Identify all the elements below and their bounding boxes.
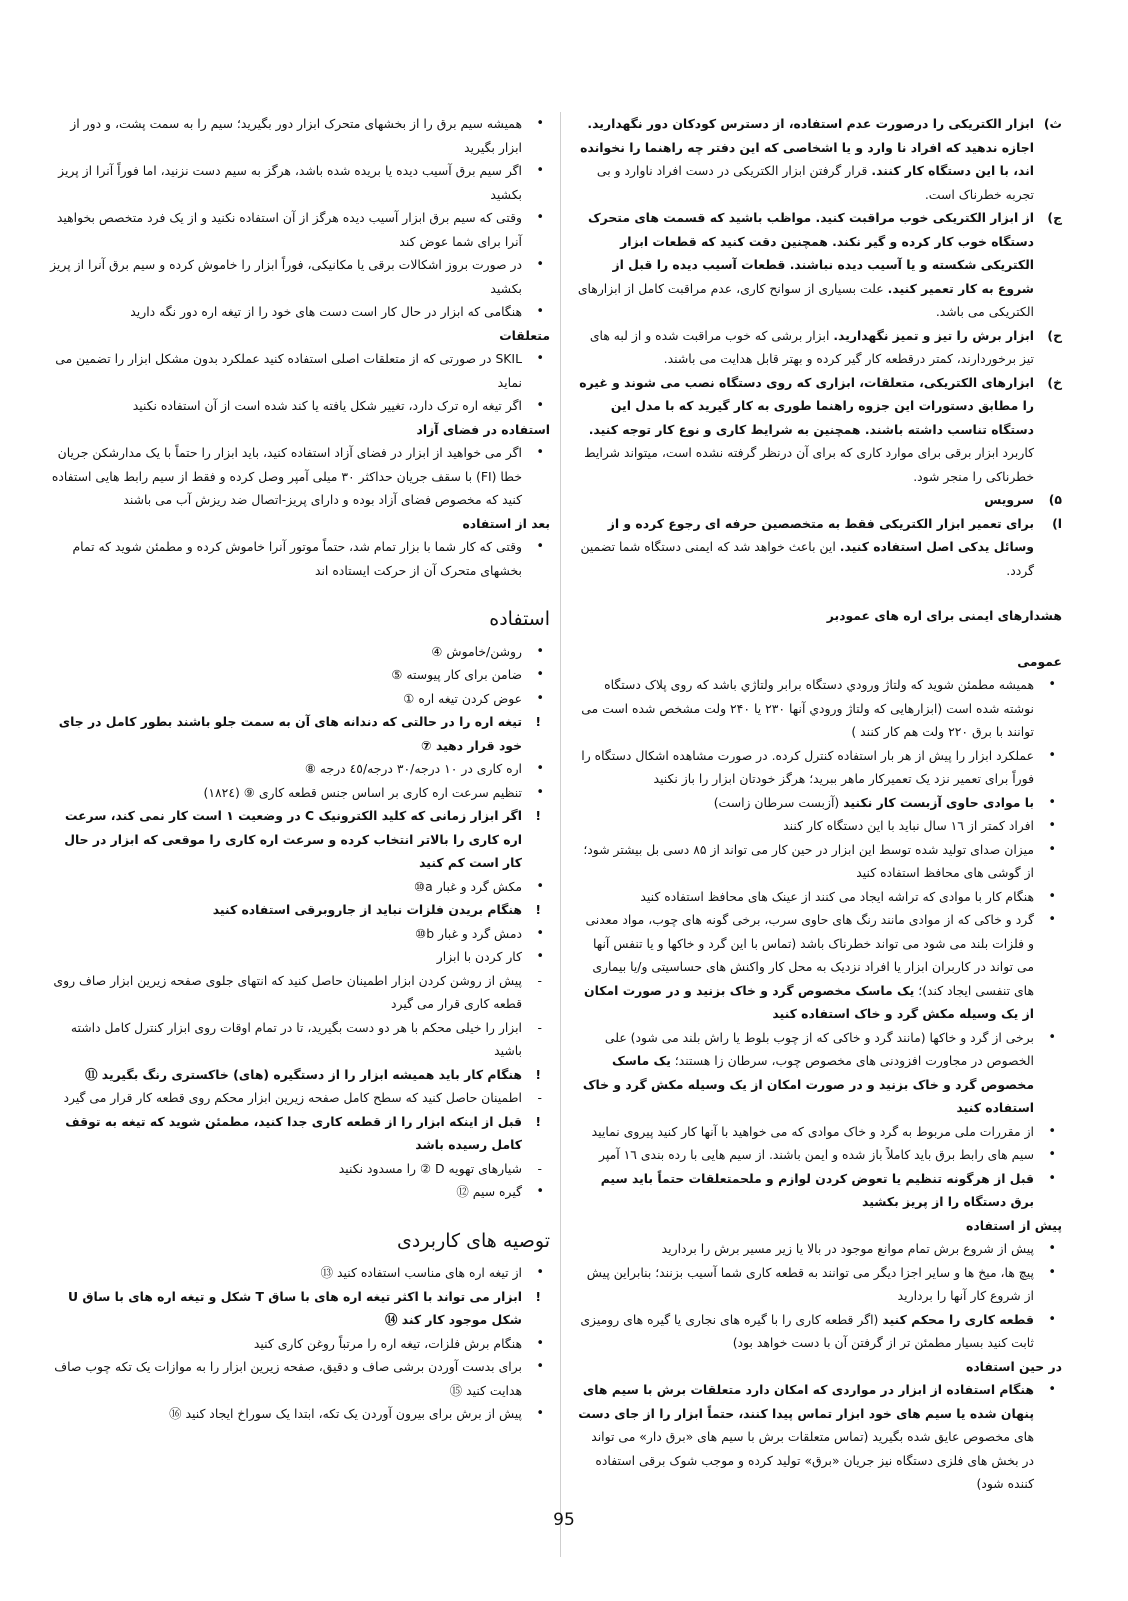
- bullet-item: [45, 757, 550, 781]
- bullet-item: [45, 300, 550, 324]
- bullet-item: [45, 206, 550, 253]
- bullet-item: [45, 112, 550, 159]
- text-run: هنگام استفاده از ابزار در مواردی که امکان دارد متعلقات برش با سیم های پنهان شده یا سیم های خود ابزار تماس پیدا کنند، حتماً ابزار را از جای دست: [578, 1382, 1034, 1421]
- subsection-heading: هشدارهای ایمنی برای اره های عمودبر: [826, 608, 1062, 623]
- dash-item: [45, 1086, 550, 1110]
- text-run: ابزار را خیلی محکم با هر دو دست بگیرید، تا در تمام اوقات روی ابزار کنترل کامل داشته باشید: [70, 1019, 522, 1058]
- text-run: پیش از برش برای بیرون آوردن یک تکه، ابتدا یک سوراخ ایجاد کنید ⑯: [169, 1406, 522, 1421]
- text-run: تنظیم سرعت اره کاری بر اساس جنس قطعه کاری ⑨ (١٨٢٤): [203, 784, 522, 800]
- text-run: برای تعمیر ابزار الکتریکی فقط به متخصصین حرفه ای رجوع کرده و از وسائل یدکی اصل استفاده کنید.: [607, 515, 1034, 554]
- labeled-paragraph: [576, 206, 1062, 324]
- text-run: گیره سیم ⑫: [456, 1184, 522, 1199]
- text-run: ابزارهای الکتریکی، متعلقات، ابزاری که روی دستگاه نصب می شوند و غیره را مطابق دستورات این جزوه راهنما طوری به کار گیرید که با مدل این دستگاه تناسب داشته باشند. همچنین به شرایط کاری و نوع کار توجه کنید.: [579, 374, 1034, 437]
- text-run: (آزبست سرطان زاست): [713, 794, 844, 810]
- spacer: [576, 582, 1062, 604]
- text-run: اگر می خواهید از ابزار در فضای آزاد استفاده کنید، باید ابزار را حتماً با یک مدارشکن جریان خطا (FI) با سقف جریان حداکثر ۳۰ میلی آمپر وصل کرده و فقط از سیم رابط هایی استفاده کنید که مخصوص فضای آزاد بوده و دارای پریز-اتصال ضد ریزش آب می باشند: [51, 445, 522, 507]
- text-run: تیغه اره را در حالتی که دندانه های آن به سمت جلو باشند بطور کامل در جای خود قرار دهید ⑦: [58, 714, 522, 753]
- bullet-item: [45, 1180, 550, 1204]
- text-run: از تیغه اره های مناسب استفاده کنید ⑬: [320, 1265, 522, 1280]
- text-run: از مقررات ملی مربوط به گرد و خاک موادی که می خواهید با آنها کار کنید پیروی نمایید: [591, 1123, 1034, 1139]
- bullet-item: [45, 1332, 550, 1356]
- labeled-paragraph: [576, 324, 1062, 371]
- subsection-heading: پیش از استفاده: [966, 1217, 1062, 1233]
- bullet-item: [576, 1308, 1062, 1355]
- bullet-item: [45, 1402, 550, 1426]
- text-run: شیارهای تهویه D ② را مسدود نکنید: [338, 1160, 522, 1176]
- subsection-heading: بعد از استفاده: [462, 515, 550, 531]
- bullet-item: [45, 253, 550, 300]
- paragraph-label: خ): [1047, 374, 1062, 390]
- text-run: عوض کردن تیغه اره ①: [403, 690, 522, 706]
- subsection-heading: متعلقات: [499, 327, 550, 343]
- bullet-item: [576, 1378, 1062, 1496]
- bullet-item: [45, 640, 550, 664]
- text-run: ابزار می تواند با اکثر تیغه اره های با ساق T شکل و تیغه اره های با ساق U شکل موجود کار کند ⑭: [68, 1288, 522, 1327]
- bullet-item: [45, 159, 550, 206]
- section-heading: توصیه های کاربردی: [396, 1229, 550, 1252]
- text-run: قرار گرفتن ابزار الکتریکی در دست افراد ناوارد و بی تجربه خطرناک است.: [596, 163, 1034, 202]
- column-divider: [560, 112, 561, 1557]
- text-run: این باعث خواهد شد که ایمنی دستگاه شما تضمین گردد.: [580, 539, 1034, 578]
- text-run: اگر تیغه اره ترک دارد، تغییر شکل یافته یا کند شده است از آن استفاده نکنید: [132, 398, 522, 413]
- labeled-paragraph: [576, 112, 1062, 206]
- text-run: پیش از شروع برش تمام موانع موجود در بالا یا زیر مسیر برش را بردارید: [661, 1241, 1034, 1256]
- text-run: های مخصوص عایق شده بگیرید (تماس متعلقات برش با سیم های «برق دار» می تواند در بخش های فلزی دستگاه نیز جریان «برق» تولید کرده و موجب شوک برقی استفاده کننده شود): [591, 1429, 1034, 1491]
- text-run: با موادی حاوی آزبست کار نکنید: [843, 794, 1034, 810]
- subsection-heading: استفاده در فضای آزاد: [416, 421, 550, 437]
- text-run: مکش گرد و غبار a⑩: [414, 878, 522, 894]
- text-run: وقتی که کار شما با بزار تمام شد، حتماً موتور آنرا خاموش کرده و مطمئن شوید که تمام بخشهای متحرک آن از حرکت ایستاده اند: [72, 539, 522, 578]
- text-run: روشن/خاموش ④: [431, 643, 522, 659]
- dash-item: [45, 1157, 550, 1181]
- text-run: قبل از اینکه ابزار را از قطعه کاری جدا کنید، مطمئن شوید که تیغه به توقف کامل رسیده باشد: [65, 1113, 522, 1152]
- bullet-item: [45, 663, 550, 687]
- bullet-item: [45, 441, 550, 512]
- bullet-item: [576, 744, 1062, 791]
- warning-item: [45, 898, 550, 922]
- warning-item: [45, 1285, 550, 1332]
- bullet-item: [576, 814, 1062, 838]
- text-run: قبل از هرگونه تنظیم یا تعوض کردن لوازم و ملحمتعلقات حتماً باید سیم برق دستگاه را از پریز بکشید: [600, 1170, 1034, 1209]
- paragraph-label: ج): [1047, 210, 1062, 225]
- warning-item: [45, 804, 550, 875]
- left-column: [45, 112, 550, 1426]
- text-run: هنگامی که ابزار در حال کار است دست های خود را از تیغه اره دور نگه دارید: [130, 304, 522, 319]
- text-run: اطمینان حاصل کنید که سطح کامل صفحه زیرین ابزار محکم روی قطعه کار قرار می گیرد: [63, 1090, 522, 1105]
- bullet-item: [576, 791, 1062, 815]
- bullet-item: [45, 1261, 550, 1285]
- bullet-item: [576, 673, 1062, 744]
- warning-item: [45, 710, 550, 757]
- text-run: اگر ابزار زمانی که کلید الکترونیک C در وضعیت ١ است کار نمی کند، سرعت اره کاری را بالاتر انتخاب کرده و سرعت اره کاری را موقعی که ابزار در حال کار است کم کنید: [64, 808, 522, 870]
- labeled-paragraph: [576, 488, 1062, 512]
- bullet-item: [576, 838, 1062, 885]
- bullet-item: [576, 1167, 1062, 1214]
- labeled-paragraph: [576, 512, 1062, 583]
- text-run: یک ماسک مخصوص گرد و خاک بزنید و در صورت امکان از یک وسیله مکش گرد و خاک استفاده کنید: [584, 982, 1034, 1021]
- section-heading: استفاده: [489, 608, 550, 630]
- bullet-item: [45, 922, 550, 946]
- text-run: پیچ ها، میخ ها و سایر اجزا دیگر می توانند به قطعه کاری شما آسیب بزنند؛ بنابراین پیش از شروع کار آنها را بردارید: [586, 1264, 1034, 1303]
- spacer: [576, 628, 1062, 650]
- text-run: برای بدست آوردن برشی صاف و دقیق، صفحه زیرین ابزار را به موازات یک تکه چوب صاف هدایت کنید ⑮: [54, 1359, 522, 1398]
- text-run: در صورت بروز اشکالات برقی یا مکانیکی، فوراً ابزار را خاموش کرده و سیم برق آنرا از پریز بکشید: [50, 257, 522, 296]
- text-run: وقتی که سیم برق ابزار آسیب دیده هرگز از آن استفاده نکنید و از یک فرد متخصص بخواهید آنرا برای شما عوض کند: [56, 210, 522, 249]
- right-column: [576, 112, 1062, 1496]
- text-run: ابزار برش را تیز و تمیز نگهدارید.: [833, 327, 1034, 343]
- bullet-item: [45, 875, 550, 899]
- bullet-item: [45, 1355, 550, 1402]
- warning-item: [45, 1110, 550, 1157]
- text-run: ابزار برشی که خوب مراقبت شده و از لبه های تیز برخوردارند، کمتر درقطعه کار گیر کرده و بهتر قابل هدایت می باشند.: [589, 327, 1034, 366]
- text-run: کاربرد ابزار برقی برای موارد کاری که برای آن درنظر گرفته نشده است، میتواند شرایط خطرناکی را منجر شود.: [584, 445, 1034, 484]
- bullet-item: [576, 1143, 1062, 1167]
- text-run: یک ماسک مخصوص گرد و خاک بزنید و در صورت امکان از یک وسیله مکش گرد و خاک استفاده کنید: [582, 1053, 1034, 1115]
- subsection-heading: در حین استفاده: [966, 1358, 1062, 1374]
- bullet-item: [576, 885, 1062, 909]
- text-run: ابزار الکتریکی را درصورت عدم استفاده، از دسترس کودکان دور نگهدارید. اجازه ندهید که افراد نا وارد و یا اشخاصی که این دفتر چه راهنما را نخوانده اند، با این دستگاه کار کنند.: [580, 116, 1034, 178]
- text-run: ضامن برای کار پیوسته ⑤: [391, 667, 522, 682]
- bullet-item: [45, 347, 550, 394]
- paragraph-label: ح): [1047, 327, 1062, 343]
- paragraph-label: ا): [1052, 515, 1062, 531]
- subsection-heading: عمومی: [1017, 653, 1062, 669]
- text-run: هنگام کار با موادی که تراشه ایجاد می کنند از عینک های محافظ استفاده کنید: [640, 888, 1034, 904]
- bullet-item: [576, 1261, 1062, 1308]
- bullet-item: [45, 394, 550, 418]
- page-number: 95: [553, 1510, 575, 1530]
- text-run: همیشه سیم برق را از بخشهای متحرک ابزار دور بگیرید؛ سیم را به سمت پشت، و دور از ابزار بگیرید: [70, 116, 522, 155]
- text-run: هنگام کار باید همیشه ابزار را از دستگیره (های) خاکستری رنگ بگیرید ⑪: [85, 1066, 522, 1082]
- text-run: هنگام بریدن فلزات نباید از جاروبرقی استفاده کنید: [212, 902, 522, 917]
- text-run: SKIL در صورتی که از متعلقات اصلی استفاده کنید عملکرد بدون مشکل ابزار را تضمین می نماید: [55, 351, 522, 390]
- text-run: پیش از روشن کردن ابزار اطمینان حاصل کنید که انتهای جلوی صفحه زیرین ابزار صاف روی قطعه کاری قرار می گیرد: [53, 972, 522, 1011]
- warning-item: [45, 1063, 550, 1087]
- text-run: (اگر قطعه کاری را با گیره های نجاری یا گیره های رومیزی ثابت کنید بسیار مطمئن تر از گرفتن آن با دست خواهد بود): [580, 1311, 1034, 1350]
- text-run: هنگام برش فلزات، تیغه اره را مرتباً روغن کاری کنید: [253, 1335, 522, 1351]
- text-run: همیشه مطمئن شوید که ولتاژ ورودي دستگاه برابر ولتاژي باشد که روی پلاک دستگاه نوشته شده است (ابزارهایی که ولتاژ ورودي آنها ۲۳۰ یا ۲۴۰ ولت مشخص شده است می توانند با برق ۲۲۰ ولت هم کار کنند ): [581, 677, 1034, 739]
- bullet-item: [45, 535, 550, 582]
- bullet-item: [576, 1120, 1062, 1144]
- text-run: سرویس: [984, 492, 1034, 507]
- text-run: سیم های رابط برق باید کاملاً باز شده و ایمن باشند. از سیم هایی با رده بندی ١٦ آمپر: [599, 1147, 1034, 1162]
- bullet-item: [576, 1237, 1062, 1261]
- bullet-item: [45, 687, 550, 711]
- dash-item: [45, 969, 550, 1016]
- paragraph-label: ۵): [1048, 492, 1062, 507]
- text-run: میزان صدای تولید شده توسط این ابزار در حین کار می تواند از ۸۵ دسی بل بیشتر شود؛ از گوشی های محافظ استفاده کنید: [583, 841, 1034, 880]
- bullet-item: [45, 945, 550, 969]
- bullet-item: [576, 908, 1062, 1026]
- text-run: برخی از گرد و خاکها (مانند گرد و خاکی که از چوب بلوط یا راش بلند می شود) علی الخصوص در مجاورت افزودنی های مخصوص چوب، سرطان زا هستند؛: [604, 1029, 1034, 1068]
- text-run: عملکرد ابزار را پیش از هر بار استفاده کنترل کرده. در صورت مشاهده اشکال دستگاه را فوراً برای تعمیر نزد یک تعمیرکار ماهر ببرید؛ هرگز خودتان ابزار را باز نکنید: [581, 747, 1034, 786]
- labeled-paragraph: [576, 371, 1062, 489]
- text-run: کار کردن با ابزار: [436, 949, 522, 964]
- text-run: گرد و خاکی که از موادی مانند رنگ های حاوی سرب، برخی گونه های چوب، مواد معدنی و فلزات بلند می شود می تواند خطرناک باشد (تماس با این گرد و خاکها و یا تنفس آنها می تواند در کاربران ابزار یا افراد نزدیک به محل کار واکنش های حساسیتی و/یا بیماری های تنفسی ایجاد کند)؛: [585, 912, 1034, 998]
- text-run: دمش گرد و غبار b⑩: [415, 925, 522, 941]
- paragraph-label: ث): [1043, 116, 1062, 131]
- text-run: از ابزار الکتریکی خوب مراقبت کنید. مواظب باشید که قسمت های متحرک دستگاه خوب کار کرده و گیر نکند. همچنین دقت کنید که قطعات ابزار الکتریکی شکسته و یا آسیب دیده نباشند. قطعات آسیب دیده را قبل از شروع به کار تعمیر کنید.: [587, 210, 1034, 296]
- text-run: اره کاری در ١٠ درجه/٣٠ درجه/٤٥ درجه ⑧: [304, 761, 522, 776]
- text-run: افراد کمتر از ١٦ سال نباید با این دستگاه کار کنند: [783, 818, 1034, 833]
- dash-item: [45, 1016, 550, 1063]
- bullet-item: [45, 781, 550, 805]
- text-run: قطعه کاری را محکم کنید: [882, 1311, 1034, 1327]
- text-run: علت بسیاری از سوانح کاری، عدم مراقبت کامل از ابزارهای الکتریکی می باشد.: [577, 280, 1034, 319]
- text-run: اگر سیم برق آسیب دیده یا بریده شده باشد، هرگز به سیم دست نزنید، اما فوراً آنرا از پریز بکشید: [58, 163, 522, 202]
- bullet-item: [576, 1026, 1062, 1120]
